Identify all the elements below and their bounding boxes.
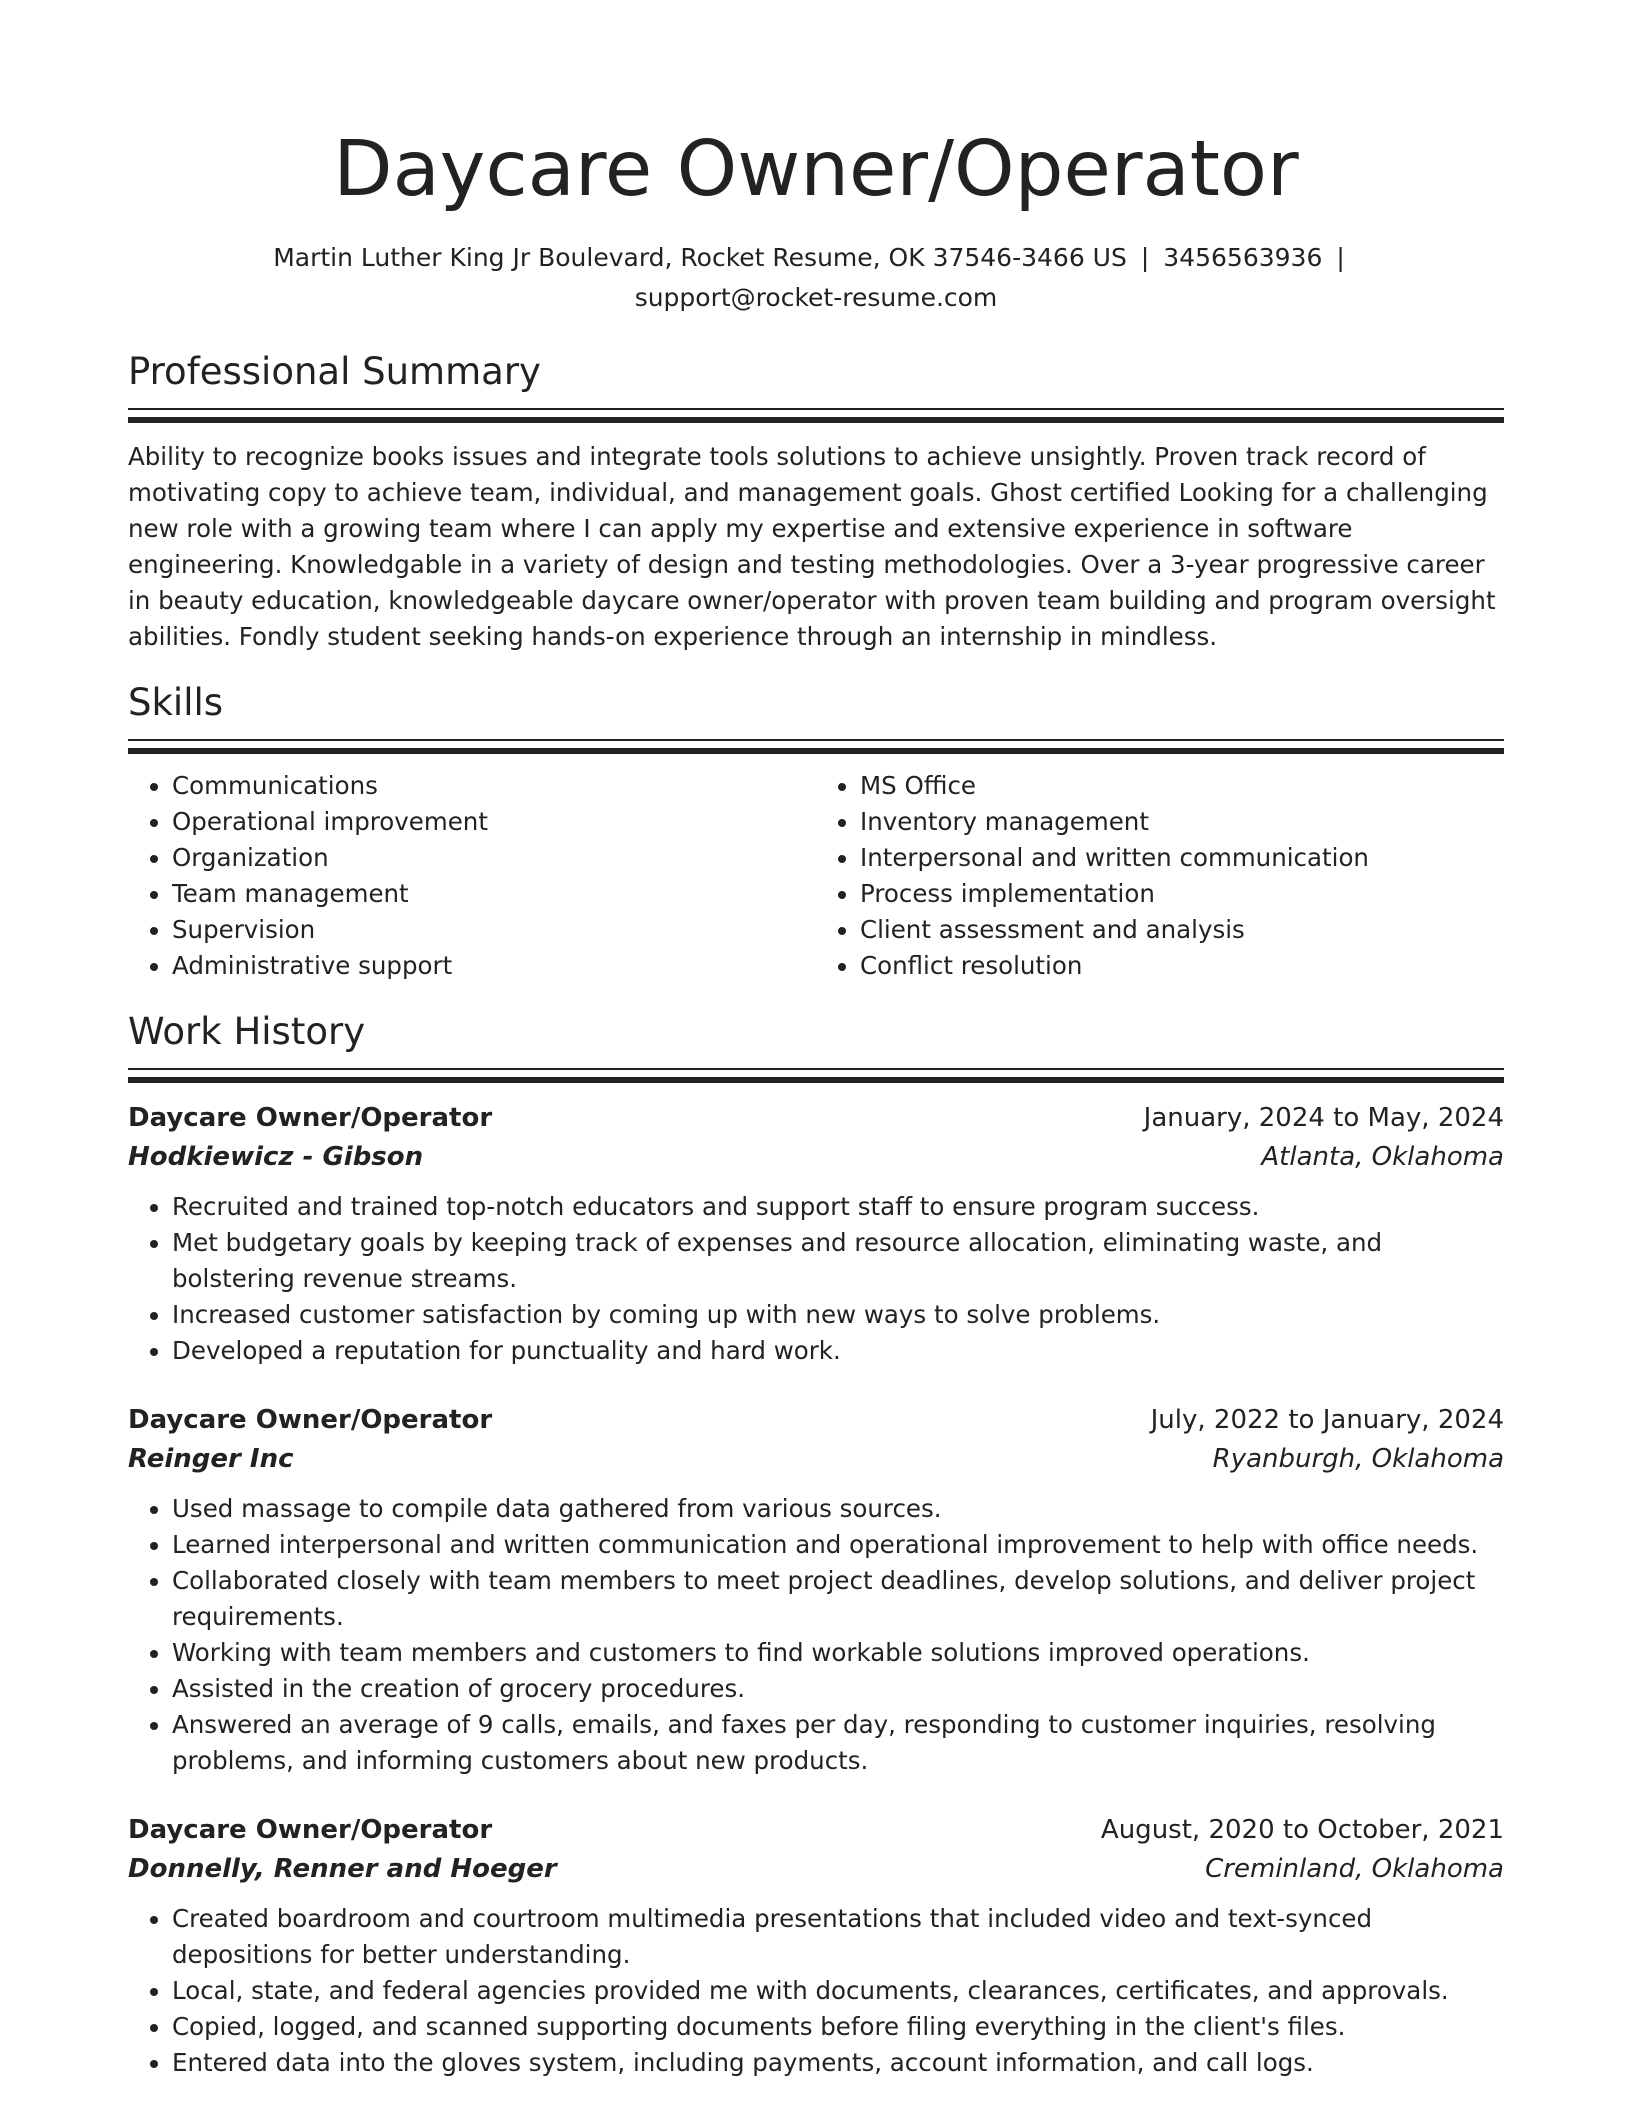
- job-title: Daycare Owner/Operator: [128, 1405, 493, 1435]
- skill-item: • Communications: [172, 768, 816, 804]
- resume-page: [128, 0, 1504, 2081]
- job-company: Reinger Inc: [128, 1444, 294, 1474]
- skill-item: • Inventory management: [860, 804, 1504, 840]
- section-rule-thin: [128, 408, 1504, 410]
- skill-item: • Organization: [172, 840, 816, 876]
- email: support@rocket-resume.com: [634, 283, 998, 312]
- address: Martin Luther King Jr Boulevard, Rocket Resume, OK 37546-3466 US: [273, 243, 1127, 272]
- job-company: Donnelly, Renner and Hoeger: [128, 1854, 557, 1884]
- job-dates: August, 2020 to October, 2021: [1100, 1815, 1504, 1845]
- skills-section: [128, 679, 1504, 984]
- separator: |: [1140, 243, 1150, 272]
- job-title: Daycare Owner/Operator: [128, 1103, 493, 1133]
- job-bullet: • Learned interpersonal and written communication and operational improvement to help with office needs.: [172, 1527, 1504, 1563]
- job-bullets: [128, 1491, 1504, 1779]
- job-dates: July, 2022 to January, 2024: [1150, 1405, 1504, 1435]
- job-bullet: • Created boardroom and courtroom multimedia presentations that included video and text-synced depositions for better understanding.: [172, 1901, 1504, 1973]
- job-bullet: • Local, state, and federal agencies provided me with documents, clearances, certificates, and approvals.: [172, 1973, 1504, 2009]
- job-bullet: • Recruited and trained top-notch educators and support staff to ensure program success.: [172, 1189, 1504, 1225]
- skills-column-right: [816, 768, 1504, 984]
- skills-list: [128, 768, 1504, 984]
- work-history-section: [128, 1008, 1504, 2081]
- job-subheader: [128, 1138, 1504, 1177]
- job-bullet: • Increased customer satisfaction by coming up with new ways to solve problems.: [172, 1297, 1504, 1333]
- section-title-skills: Skills: [128, 681, 224, 724]
- job-bullet: • Working with team members and customers to find workable solutions improved operations.: [172, 1635, 1504, 1671]
- job-bullet: • Developed a reputation for punctuality and hard work.: [172, 1333, 1504, 1369]
- job-bullets: [128, 1901, 1504, 2081]
- job-entry: [128, 1811, 1504, 2081]
- job-dates: January, 2024 to May, 2024: [1143, 1103, 1504, 1133]
- skill-item: • Interpersonal and written communication: [860, 840, 1504, 876]
- section-rule-thick: [128, 417, 1504, 423]
- job-subheader: [128, 1850, 1504, 1889]
- skill-item: • Team management: [172, 876, 816, 912]
- contact-info: [128, 238, 1504, 318]
- job-bullets: [128, 1189, 1504, 1369]
- skill-item: • Process implementation: [860, 876, 1504, 912]
- section-title-work: Work History: [128, 1010, 366, 1053]
- section-rule-thick: [128, 1077, 1504, 1083]
- job-bullet: • Met budgetary goals by keeping track of expenses and resource allocation, eliminating waste, and bolstering revenue streams.: [172, 1225, 1504, 1297]
- summary-text: Ability to recognize books issues and integrate tools solutions to achieve unsightly. Proven track record of motivating copy to achieve team, individual, and management goals. Ghost certified Looking for a challenging new role with a growing team where I can apply my expertise and extensive experience in software engineering. Knowledgable in a variety of design and testing methodologies. Over a 3-year progressive career in beauty education, knowledgeable daycare owner/operator with proven team building and program oversight abilities. Fondly student seeking hands-on experience through an internship in mindless.: [128, 442, 1496, 651]
- job-entry: [128, 1099, 1504, 1369]
- job-subheader: [128, 1440, 1504, 1479]
- skill-item: • Administrative support: [172, 948, 816, 984]
- section-rule-thin: [128, 1068, 1504, 1070]
- skill-item: • Conflict resolution: [860, 948, 1504, 984]
- section-rule-thick: [128, 748, 1504, 754]
- job-company: Hodkiewicz - Gibson: [128, 1142, 424, 1172]
- section-title-summary: Professional Summary: [128, 350, 541, 393]
- job-bullet: • Copied, logged, and scanned supporting documents before filing everything in the client's files.: [172, 2009, 1504, 2045]
- skill-item: • Operational improvement: [172, 804, 816, 840]
- resume-title: Daycare Owner/Operator: [333, 125, 1299, 214]
- job-location: Atlanta, Oklahoma: [1261, 1142, 1504, 1172]
- job-bullet: • Collaborated closely with team members to meet project deadlines, develop solutions, and deliver project requirements.: [172, 1563, 1504, 1635]
- job-bullet: • Used massage to compile data gathered from various sources.: [172, 1491, 1504, 1527]
- skill-item: • Client assessment and analysis: [860, 912, 1504, 948]
- job-bullet: • Entered data into the gloves system, including payments, account information, and call logs.: [172, 2045, 1504, 2081]
- job-entry: [128, 1401, 1504, 1779]
- job-title: Daycare Owner/Operator: [128, 1815, 493, 1845]
- section-rule-thin: [128, 739, 1504, 741]
- separator: |: [1336, 243, 1345, 272]
- job-header: [128, 1099, 1504, 1138]
- skill-item: • Supervision: [172, 912, 816, 948]
- phone: 3456563936: [1163, 243, 1323, 272]
- job-bullet: • Answered an average of 9 calls, emails, and faxes per day, responding to customer inquiries, resolving problems, and informing customers about new products.: [172, 1707, 1504, 1779]
- job-location: Ryanburgh, Oklahoma: [1212, 1444, 1504, 1474]
- summary-section: [128, 348, 1504, 655]
- job-location: Creminland, Oklahoma: [1205, 1854, 1504, 1884]
- job-header: [128, 1811, 1504, 1850]
- job-bullet: • Assisted in the creation of grocery procedures.: [172, 1671, 1504, 1707]
- job-header: [128, 1401, 1504, 1440]
- skill-item: • MS Office: [860, 768, 1504, 804]
- skills-column-left: [128, 768, 816, 984]
